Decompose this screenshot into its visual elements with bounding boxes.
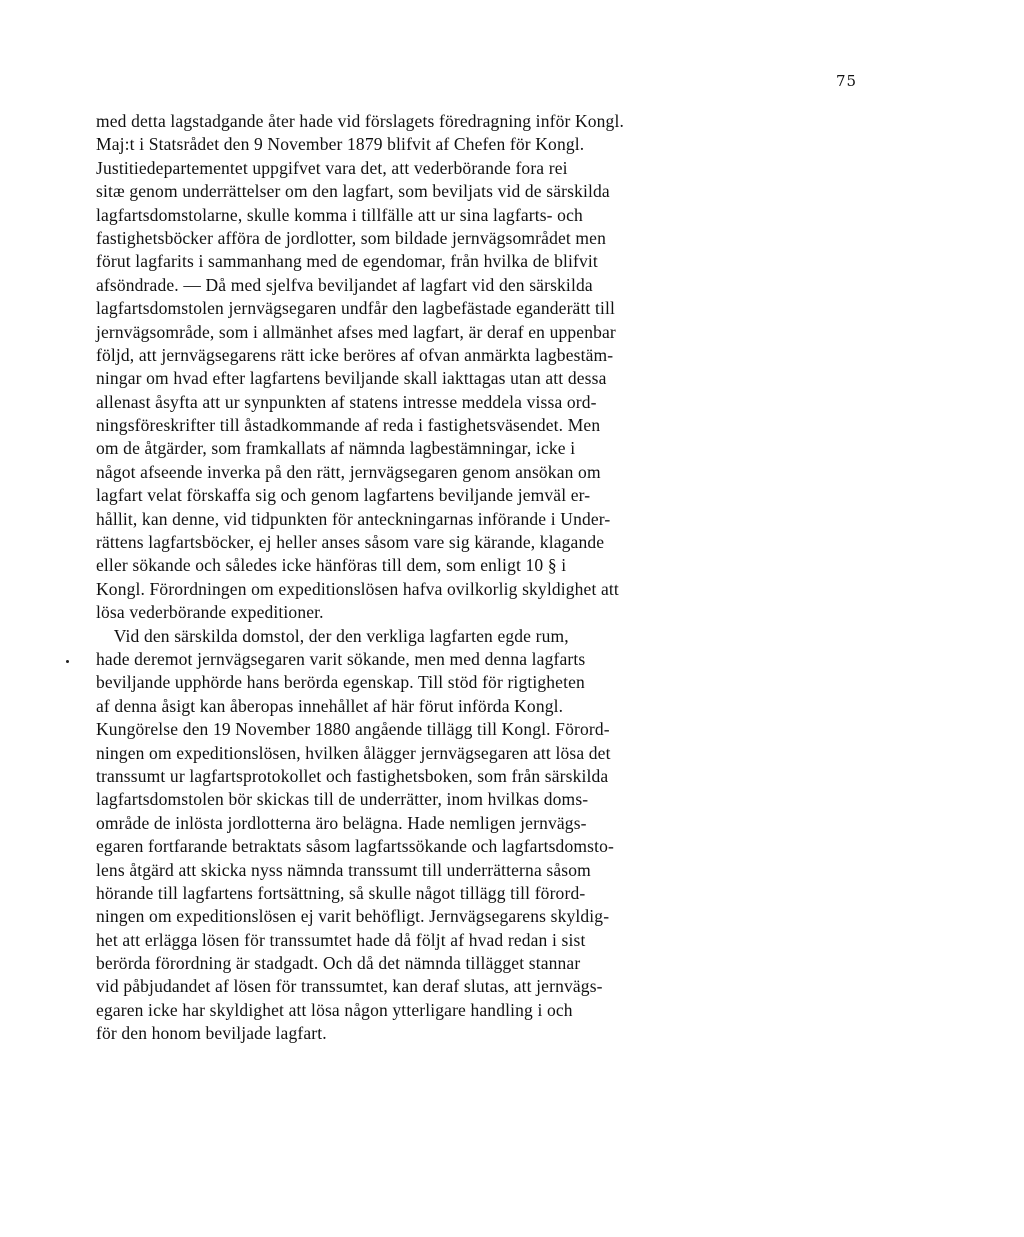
text-line: eller sökande och således icke hänföras till dem, som enligt 10 § i xyxy=(96,555,567,576)
text-line: ningar om hvad efter lagfartens beviljande skall iakttagas utan att dessa xyxy=(96,368,607,389)
text-line: hade deremot jernvägsegaren varit sökande, men med denna lagfarts xyxy=(96,648,586,669)
text-line: Vid den särskilda domstol, der den verkliga lagfarten egde rum, xyxy=(96,625,569,646)
text-line: lösa vederbörande expeditioner. xyxy=(96,602,324,623)
text-line: ningen om expeditionslösen ej varit behöfligt. Jernvägsegarens skyldig- xyxy=(96,906,610,927)
text-line: lagfartsdomstolen jernvägsegaren undfår den lagbefästade eganderätt till xyxy=(96,298,616,319)
text-line: lagfartsdomstolen bör skickas till de underrätter, inom hvilkas doms- xyxy=(96,789,589,810)
text-line: något afseende inverka på den rätt, jernvägsegaren genom ansökan om xyxy=(96,461,601,482)
text-line: af denna åsigt kan åberopas innehållet af här förut införda Kongl. xyxy=(96,695,564,716)
text-line: lagfart velat förskaffa sig och genom lagfartens beviljande jemväl er- xyxy=(96,485,591,506)
text-line: område de inlösta jordlotterna äro belägna. Hade nemligen jernvägs- xyxy=(96,812,587,833)
page-number: 75 xyxy=(836,72,858,90)
text-line: lens åtgärd att skicka nyss nämnda transsumt till underrätterna såsom xyxy=(96,859,591,880)
body-text xyxy=(96,110,876,1046)
text-line: Justitiedepartementet uppgifvet vara det, att vederbörande fora rei xyxy=(96,157,568,178)
text-line: fastighetsböcker afföra de jordlotter, som bildade jernvägsområdet men xyxy=(96,227,607,248)
text-line: Kungörelse den 19 November 1880 angående tillägg till Kongl. Förord- xyxy=(96,719,610,740)
text-line: allenast åsyfta att ur synpunkten af statens intresse meddela vissa ord- xyxy=(96,391,597,412)
text-line: Maj:t i Statsrådet den 9 November 1879 blifvit af Chefen för Kongl. xyxy=(96,134,585,155)
text-line: lagfartsdomstolarne, skulle komma i tillfälle att ur sina lagfarts- och xyxy=(96,204,583,225)
text-line: berörda förordning är stadgadt. Och då det nämnda tillägget stannar xyxy=(96,953,581,974)
text-line: het att erlägga lösen för transsumtet hade då följt af hvad redan i sist xyxy=(96,929,586,950)
text-line: hållit, kan denne, vid tidpunkten för anteckningarnas införande i Under- xyxy=(96,508,611,529)
text-line: med detta lagstadgande åter hade vid förslagets föredragning inför Kongl. xyxy=(96,111,624,131)
text-line: afsöndrade. — Då med sjelfva beviljandet af lagfart vid den särskilda xyxy=(96,274,593,295)
text-line: transsumt ur lagfartsprotokollet och fastighetsboken, som från särskilda xyxy=(96,765,609,786)
text-line: om de åtgärder, som framkallats af nämnda lagbestämningar, icke i xyxy=(96,438,576,459)
text-line: hörande till lagfartens fortsättning, så skulle något tillägg till förord- xyxy=(96,882,586,903)
text-line: Kongl. Förordningen om expeditionslösen hafva ovilkorlig skyldighet att xyxy=(96,578,619,599)
text-line: ningen om expeditionslösen, hvilken ålägger jernvägsegaren att lösa det xyxy=(96,742,611,763)
text-line: ningsföreskrifter till åstadkommande af reda i fastighetsväsendet. Men xyxy=(96,415,601,436)
text-line: förut lagfarits i sammanhang med de egendomar, från hvilka de blifvit xyxy=(96,251,598,272)
stray-print-mark xyxy=(66,660,69,663)
text-line: rättens lagfartsböcker, ej heller anses såsom vare sig kärande, klagande xyxy=(96,532,605,553)
text-line: egaren icke har skyldighet att lösa någon ytterligare handling i och xyxy=(96,999,573,1020)
text-line: för den honom beviljade lagfart. xyxy=(96,1023,327,1044)
text-line: vid påbjudandet af lösen för transsumtet, kan deraf slutas, att jernvägs- xyxy=(96,976,603,997)
text-line: sitæ genom underrättelser om den lagfart, som beviljats vid de särskilda xyxy=(96,181,610,202)
text-line: egaren fortfarande betraktats såsom lagfartssökande och lagfartsdomsto- xyxy=(96,836,614,857)
text-line: jernvägsområde, som i allmänhet afses med lagfart, är deraf en uppenbar xyxy=(96,321,616,342)
text-line: följd, att jernvägsegarens rätt icke beröres af ofvan anmärkta lagbestäm- xyxy=(96,344,614,365)
text-line: beviljande upphörde hans berörda egenskap. Till stöd för rigtigheten xyxy=(96,672,585,693)
